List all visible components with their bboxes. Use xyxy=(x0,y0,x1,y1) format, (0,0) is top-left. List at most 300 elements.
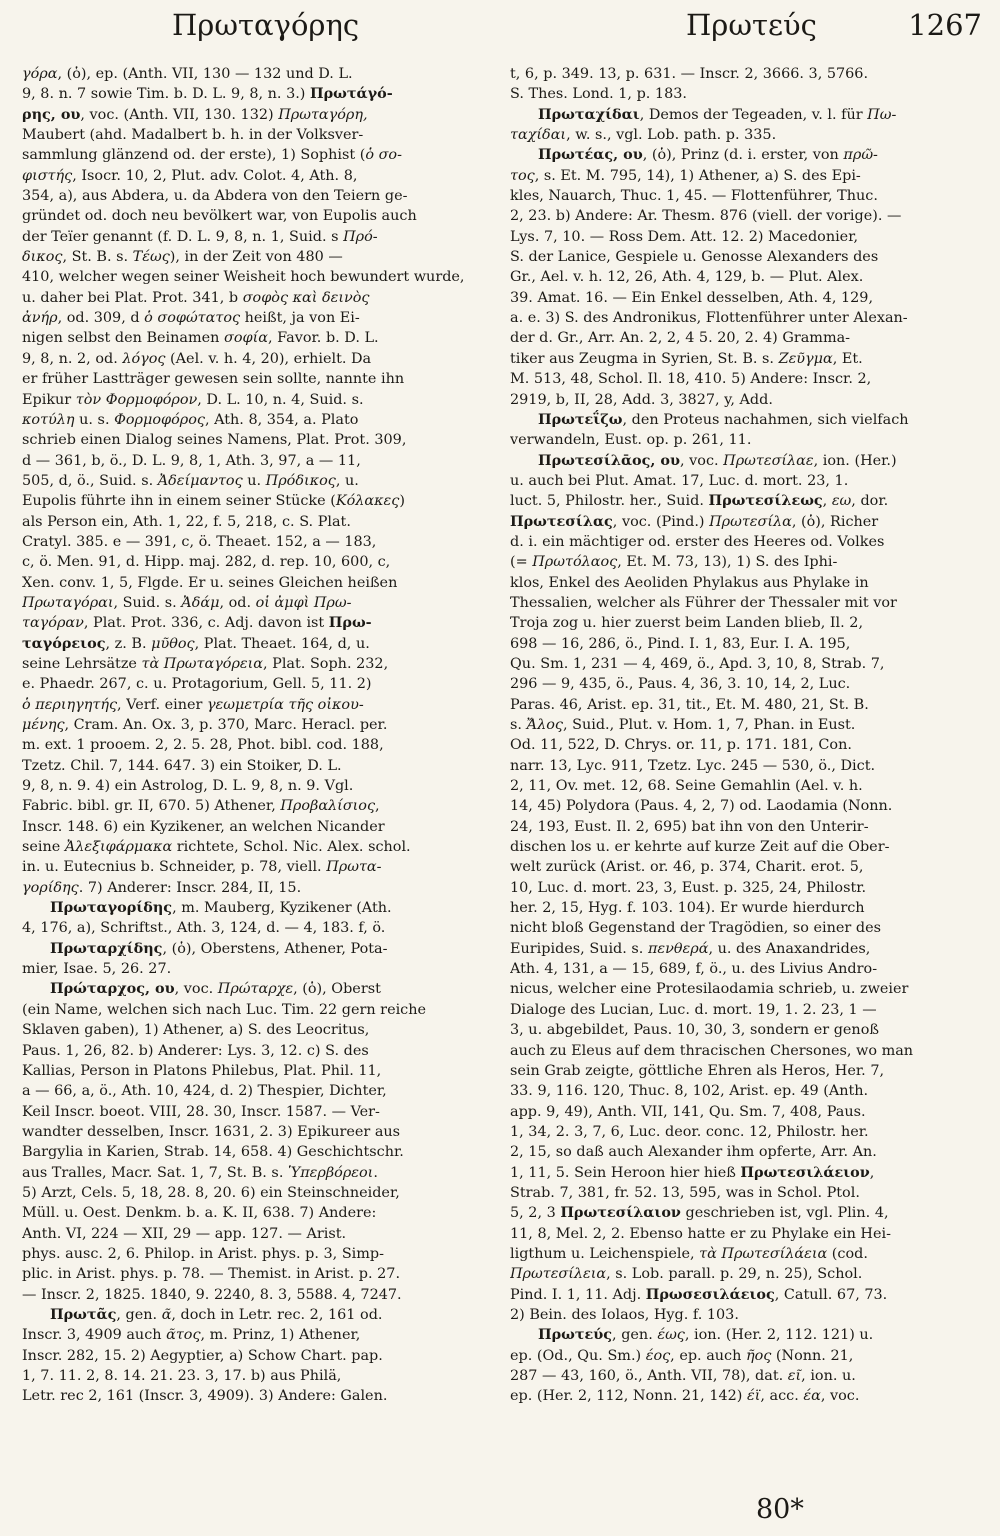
greek-form: Πρωτόλαος xyxy=(532,554,618,571)
entry-text: ep. (Od., Qu. Sm.) xyxy=(510,1347,646,1364)
entry-text: S. Thes. Lond. 1, p. 183. xyxy=(510,86,687,103)
entry-text: Thessalien, welcher als Führer der Thessaler mit vor xyxy=(510,594,897,611)
entry-text: , (ὁ), Oberst xyxy=(293,981,381,998)
entry-text: 1, 7. 11. 2, 8. 14. 21. 23. 3, 17. b) aus Philä, xyxy=(22,1368,342,1384)
right-column-line xyxy=(510,654,985,674)
entry-text: ligthum u. Leichenspiele, xyxy=(510,1245,700,1262)
greek-form: Ἀδάμ xyxy=(181,594,220,611)
entry-text: phys. ausc. 2, 6. Philop. in Arist. phys. p. 3, Simp- xyxy=(22,1245,385,1262)
left-column-line xyxy=(22,695,497,715)
left-column-line xyxy=(22,247,497,267)
left-column-line xyxy=(22,634,497,654)
entry-text: 33. 9, 116. 120, Thuc. 8, 102, Arist. ep. 49 (Anth. xyxy=(510,1083,869,1100)
entry-text: , z. B. xyxy=(105,635,152,652)
entry-text: Inscr. 282, 15. 2) Aegyptier, a) Schow Chart. pap. xyxy=(22,1347,383,1364)
right-column-line xyxy=(510,105,985,125)
entry-text: ), in der Zeit von 480 — xyxy=(169,249,343,266)
left-column-line xyxy=(22,1081,497,1101)
entry-text: , den Proteus nachahmen, sich vielfach xyxy=(622,411,909,428)
left-column-line xyxy=(22,552,497,572)
lemma-headword: Πρω- xyxy=(328,614,372,632)
entry-text: , Ath. 8, 354, a. Plato xyxy=(204,411,359,428)
entry-text: Strab. 7, 381, fr. 52. 13, 595, was in Schol. Ptol. xyxy=(510,1184,860,1201)
greek-form: Πρωτεσίλαε xyxy=(723,452,814,469)
entry-text: , Plat. Theaet. 164, d, u. xyxy=(194,635,370,652)
entry-text: dischen los u. er kehrte auf kurze Zeit auf die Ober- xyxy=(510,839,890,856)
right-column-line xyxy=(510,837,985,857)
greek-form: φιστής xyxy=(22,167,73,184)
entry-text: , gen. xyxy=(116,1306,162,1323)
right-column-line xyxy=(510,247,985,267)
left-column-line xyxy=(22,471,497,491)
entry-text: 5) Arzt, Cels. 5, 18, 28. 8, 20. 6) ein Steinschneider, xyxy=(22,1184,400,1201)
greek-form: σοφία xyxy=(224,330,268,347)
right-column-line xyxy=(510,532,985,552)
right-column-line xyxy=(510,1081,985,1101)
lemma-headword: Πρωτάγό- xyxy=(310,85,393,103)
entry-text: tiker aus Zeugma in Syrien, St. B. s. xyxy=(510,350,779,367)
lemma-headword: Πρωτέας, ου xyxy=(538,146,643,164)
left-column-line xyxy=(22,776,497,796)
lemma-headword: Πρωσεσιλάειος xyxy=(645,1285,775,1303)
entry-text: gründet od. doch neu bevölkert war, von Eupolis auch xyxy=(22,208,417,225)
left-column-line xyxy=(22,1305,497,1325)
entry-text: 296 — 9, 435, ö., Paus. 4, 36, 3. 10, 14, 2, Luc. xyxy=(510,676,851,693)
greek-form: ὁ σο- xyxy=(365,147,402,164)
right-column-line xyxy=(510,878,985,898)
entry-text: ) xyxy=(399,493,405,510)
entry-text: ep. (Her. 2, 112, Nonn. 21, 142) xyxy=(510,1388,747,1405)
right-column-line xyxy=(510,64,985,84)
entry-text: — Inscr. 2, 1825. 1840, 9. 2240, 8. 3, 5588. 4, 7247. xyxy=(22,1286,402,1303)
right-column-line xyxy=(510,918,985,938)
entry-text: Tzetz. Chil. 7, 144. 647. 3) ein Stoiker, D. L. xyxy=(22,757,342,774)
entry-text: , (ὁ), Prinz (d. i. erster, von xyxy=(642,147,844,164)
right-column-line xyxy=(510,125,985,145)
entry-text: 39. Amat. 16. — Ein Enkel desselben, Ath. 4, 129, xyxy=(510,289,874,306)
right-column-line xyxy=(510,186,985,206)
right-column-line xyxy=(510,857,985,877)
entry-text: . 7) Anderer: Inscr. 284, II, 15. xyxy=(78,879,302,896)
right-column-line xyxy=(510,1000,985,1020)
left-column-line xyxy=(22,1000,497,1020)
entry-text: Od. 11, 522, D. Chrys. or. 11, p. 171. 181, Con. xyxy=(510,737,852,754)
entry-text: 2, 15, so daß auch Alexander ihm opferte, Arr. An. xyxy=(510,1144,877,1161)
left-column-line xyxy=(22,227,497,247)
entry-text: Cratyl. 385. e — 391, c, ö. Theaet. 152, a — 183, xyxy=(22,533,377,550)
right-column-line xyxy=(510,939,985,959)
left-column-line xyxy=(22,1102,497,1122)
left-column-line xyxy=(22,532,497,552)
right-column-line xyxy=(510,390,985,410)
greek-form: γορίδης xyxy=(22,879,79,896)
entry-text: 505, d, ö., Suid. s. xyxy=(22,472,158,489)
entry-text: klos, Enkel des Aeoliden Phylakus aus Phylake in xyxy=(510,574,869,591)
entry-text: 10, Luc. d. mort. 23, 3, Eust. p. 325, 24, Philostr. xyxy=(510,879,867,896)
greek-form: πενθερά xyxy=(647,940,709,957)
entry-text: a. e. 3) S. des Andronikus, Flottenführer unter Alexan- xyxy=(510,310,908,327)
right-column-line xyxy=(510,410,985,430)
entry-text: Paras. 46, Arist. ep. 31, tit., Et. M. 480, 21, St. B. xyxy=(510,696,869,713)
entry-text: Ath. 4, 131, a — 15, 689, f, ö., u. des Livius Andro- xyxy=(510,961,878,978)
entry-text: 11, 8, Mel. 2, 2. Ebenso hatte er zu Phylake ein Hei- xyxy=(510,1225,891,1242)
right-column-line xyxy=(510,1285,985,1305)
entry-text: , voc. (Pind.) xyxy=(612,513,710,530)
left-column-line xyxy=(22,491,497,511)
entry-text: luct. 5, Philostr. her., Suid. xyxy=(510,493,709,510)
greek-form: πρῶ- xyxy=(843,147,878,164)
entry-text: 24, 193, Eust. Il. 2, 695) bat ihn von den Unterir- xyxy=(510,818,869,835)
entry-text: 1, 11, 5. Sein Heroon hier hieß xyxy=(510,1164,741,1181)
left-column-line xyxy=(22,979,497,999)
entry-text: , Et. M. 73, 13), 1) S. des Iphi- xyxy=(617,554,838,571)
entry-text: welt zurück (Arist. or. 46, p. 374, Charit. erot. 5, xyxy=(510,859,864,876)
right-column-line xyxy=(510,308,985,328)
greek-form: τὰ Πρωταγόρεια xyxy=(141,655,263,672)
left-column-line xyxy=(22,410,497,430)
right-column-line xyxy=(510,674,985,694)
entry-text: 9, 8. n. 7 sowie Tim. b. D. L. 9, 8, n. 3.) xyxy=(22,86,310,103)
left-column-line xyxy=(22,715,497,735)
entry-text: Maubert (ahd. Madalbert b. h. in der Volksver- xyxy=(22,127,364,144)
entry-text: u. s. xyxy=(74,411,115,428)
entry-text: Xen. conv. 1, 5, Flgde. Er u. seines Gleichen heißen xyxy=(22,574,398,591)
left-column-line xyxy=(22,145,497,165)
left-column-line xyxy=(22,1142,497,1162)
right-column-line xyxy=(510,613,985,633)
greek-form: ἀνήρ xyxy=(22,310,58,327)
left-column-line xyxy=(22,451,497,471)
left-column-line xyxy=(22,328,497,348)
entry-text: , Plat. Prot. 336, c. Adj. davon ist xyxy=(83,615,329,632)
entry-text: , s. Et. M. 795, 14), 1) Athener, a) S. des Epi- xyxy=(534,167,861,184)
entry-text: , od. xyxy=(219,594,256,611)
greek-form: τος xyxy=(510,167,535,184)
entry-text: , (ὁ), ep. (Anth. VII, 130 — 132 und D. L. xyxy=(57,66,353,82)
lemma-headword: Πρωτεσίλας xyxy=(510,512,613,530)
entry-text: plic. in Arist. phys. p. 78. — Themist. in Arist. p. 27. xyxy=(22,1266,401,1283)
right-column-line xyxy=(510,206,985,226)
greek-form: έϊ xyxy=(746,1388,761,1405)
left-column-line xyxy=(22,1285,497,1305)
left-column-line xyxy=(22,959,497,979)
entry-text: schrieb einen Dialog seines Namens, Plat. Prot. 309, xyxy=(22,432,407,449)
left-column-line xyxy=(22,857,497,877)
entry-text: , ion. u. xyxy=(801,1368,856,1384)
entry-text: , Favor. b. D. L. xyxy=(267,330,379,347)
entry-text: 698 — 16, 286, ö., Pind. I. 1, 83, Eur. I. A. 195, xyxy=(510,635,851,652)
entry-text: der Teïer genannt (f. D. L. 9, 8, n. 1, Suid. s xyxy=(22,228,344,245)
greek-form: έος xyxy=(645,1347,671,1364)
right-column-line xyxy=(510,1346,985,1366)
sheet-signature: 80* xyxy=(756,1494,804,1525)
lemma-headword: Πρωτεσίλεως xyxy=(708,492,823,510)
header-right-headword: Πρωτεύς xyxy=(686,8,817,42)
right-column-line xyxy=(510,491,985,511)
entry-text: , (ὁ), Richer xyxy=(791,513,879,530)
entry-text: , m. Mauberg, Kyzikener (Ath. xyxy=(172,900,392,917)
left-column-line xyxy=(22,390,497,410)
entry-text: 2) Bein. des Iolaos, Hyg. f. 103. xyxy=(510,1306,739,1323)
greek-form: Ἀδείμαντος xyxy=(157,472,243,489)
entry-text: 5, 2, 3 xyxy=(510,1205,561,1222)
entry-text: 2919, b, II, 28, Add. 3, 3827, y, Add. xyxy=(510,391,773,408)
greek-form: Ζεῦγμα xyxy=(778,350,833,367)
left-column-line xyxy=(22,105,497,125)
entry-text: , D. L. 10, n. 4, Suid. s. xyxy=(197,391,364,408)
entry-text: Letr. rec 2, 161 (Inscr. 3, 4909). 3) Andere: Galen. xyxy=(22,1388,388,1405)
right-column-line xyxy=(510,1203,985,1223)
entry-text: geschrieben ist, vgl. Plin. 4, xyxy=(680,1205,889,1222)
right-column-line xyxy=(510,552,985,572)
right-column-line xyxy=(510,1020,985,1040)
entry-text: , Isocr. 10, 2, Plut. adv. Colot. 4, Ath. 8, xyxy=(72,167,358,184)
greek-form: μῦθος xyxy=(151,635,195,652)
left-column-line xyxy=(22,186,497,206)
entry-text: heißt, ja von Ei- xyxy=(240,310,360,327)
lemma-headword: Πρώταρχος, ου xyxy=(50,980,175,998)
entry-text: 9, 8, n. 2, od. xyxy=(22,350,123,367)
right-column-line xyxy=(510,349,985,369)
entry-text: m. ext. 1 prooem. 2, 2. 5. 28, Phot. bibl. cod. 188, xyxy=(22,737,384,754)
entry-text: , Et. xyxy=(832,350,863,367)
greek-form: Πρό- xyxy=(343,228,378,245)
entry-text: 3, u. abgebildet, Paus. 10, 30, 3, sondern er genoß xyxy=(510,1022,879,1039)
left-column-line xyxy=(22,837,497,857)
greek-form: ταχίδαι xyxy=(510,127,567,144)
right-column-line xyxy=(510,593,985,613)
entry-text: , Demos der Tegeaden, v. l. für xyxy=(639,106,868,123)
greek-form: λόγος xyxy=(122,350,166,367)
left-column-line xyxy=(22,430,497,450)
left-column-line xyxy=(22,756,497,776)
entry-text: auch zu Eleus auf dem thracischen Chersones, wo man xyxy=(510,1042,914,1059)
right-column-line xyxy=(510,1305,985,1325)
entry-text: 9, 8, n. 9. 4) ein Astrolog, D. L. 9, 8, n. 9. Vgl. xyxy=(22,778,354,795)
greek-form: Τέως xyxy=(132,249,170,266)
left-column-line xyxy=(22,288,497,308)
greek-form: σοφὸς καὶ δεινὸς xyxy=(242,289,370,306)
entry-text: 2, 23. b) Andere: Ar. Thesm. 876 (viell. der vorige). — xyxy=(510,208,902,225)
left-column-line xyxy=(22,1346,497,1366)
entry-text: c, ö. Men. 91, d. Hipp. maj. 282, d. rep. 10, 600, c, xyxy=(22,554,391,571)
entry-text: Epikur xyxy=(22,391,76,408)
entry-text: u. xyxy=(242,472,266,489)
entry-text: verwandeln, Eust. op. p. 261, 11. xyxy=(510,432,752,449)
greek-form: Πω- xyxy=(867,106,897,123)
entry-text: , voc. xyxy=(174,981,218,998)
left-column-line xyxy=(22,1264,497,1284)
greek-form: τὰ Πρωτεσίλάεια xyxy=(699,1245,828,1262)
greek-form: ὁ περιηγητής xyxy=(22,696,118,713)
left-column-line xyxy=(22,1183,497,1203)
left-column-line xyxy=(22,918,497,938)
left-column-line xyxy=(22,206,497,226)
entry-text: , dor. xyxy=(851,493,889,510)
entry-text: 354, a), aus Abdera, u. da Abdera von den Teiern ge- xyxy=(22,188,408,205)
entry-text: Fabric. bibl. gr. II, 670. 5) Athener, xyxy=(22,798,281,815)
lemma-headword: Πρωτεσιλάειον xyxy=(740,1163,870,1181)
greek-form: εῖ xyxy=(787,1368,802,1384)
right-column-line xyxy=(510,817,985,837)
left-column-line xyxy=(22,512,497,532)
greek-form: έως xyxy=(657,1327,685,1344)
entry-text: kles, Nauarch, Thuc. 1, 45. — Flottenführer, Thuc. xyxy=(510,188,878,205)
lemma-headword: ρης, ου xyxy=(22,105,81,123)
entry-text: , w. s., vgl. Lob. path. p. 335. xyxy=(566,127,777,144)
greek-form: ῆος xyxy=(745,1347,772,1364)
entry-text: (ein Name, welchen sich nach Luc. Tim. 22 gern reiche xyxy=(22,1001,427,1018)
entry-text: Sklaven gaben), 1) Athener, a) S. des Leocritus, xyxy=(22,1022,370,1039)
entry-text: Paus. 1, 26, 82. b) Anderer: Lys. 3, 12. c) S. des xyxy=(22,1042,369,1059)
entry-text: Lys. 7, 10. — Ross Dem. Att. 12. 2) Macedonier, xyxy=(510,228,859,245)
right-column-line xyxy=(510,1366,985,1386)
right-column-line xyxy=(510,756,985,776)
left-column-line xyxy=(22,735,497,755)
entry-text: Keil Inscr. boeot. VIII, 28. 30, Inscr. 1587. — Ver- xyxy=(22,1103,380,1120)
greek-form: Πρωτεσίλεια xyxy=(510,1266,607,1283)
right-column-line xyxy=(510,695,985,715)
entry-text: , od. 309, d xyxy=(57,310,145,327)
entry-text: 410, welcher wegen seiner Weisheit hoch bewundert wurde, xyxy=(22,269,465,286)
entry-text: Qu. Sm. 1, 231 — 4, 469, ö., Apd. 3, 10, 8, Strab. 7, xyxy=(510,655,885,672)
entry-text: , xyxy=(375,798,380,815)
entry-text: seine xyxy=(22,839,65,856)
left-column-line xyxy=(22,1366,497,1386)
greek-form: Προβαλίσιος xyxy=(280,798,376,815)
greek-form: οἱ ἀμφὶ Πρω- xyxy=(255,594,352,611)
entry-text: in. u. Eutecnius b. Schneider, p. 78, viell. xyxy=(22,859,327,876)
greek-form: μένης xyxy=(22,717,65,733)
entry-text: s. xyxy=(510,717,527,733)
entry-text: Eupolis führte ihn in einem seiner Stücke ( xyxy=(22,493,336,510)
lemma-headword: Πρωτεσίλαιον xyxy=(560,1204,681,1222)
entry-text: Inscr. 148. 6) ein Kyzikener, an welchen Nicander xyxy=(22,818,385,835)
entry-text: , m. Prinz, 1) Athener, xyxy=(200,1327,361,1344)
entry-text: sein Grab zeigte, göttliche Ehren als Heros, Her. 7, xyxy=(510,1062,885,1079)
entry-text: Inscr. 3, 4909 auch xyxy=(22,1327,167,1344)
greek-form: έα xyxy=(803,1388,821,1405)
entry-text: d. i. ein mächtiger od. erster des Heeres od. Volkes xyxy=(510,533,885,550)
entry-text: t, 6, p. 349. 13, p. 631. — Inscr. 2, 3666. 3, 5766. xyxy=(510,66,869,82)
entry-text: , Cram. An. Ox. 3, p. 370, Marc. Heracl. per. xyxy=(64,717,388,733)
right-column-line xyxy=(510,1325,985,1345)
greek-form: Ὑπερβόρεοι xyxy=(287,1164,374,1181)
left-column-line xyxy=(22,1244,497,1264)
entry-text: , ion. (Her. 2, 112. 121) u. xyxy=(684,1327,874,1344)
entry-text: sammlung glänzend od. der erste), 1) Sophist ( xyxy=(22,147,366,164)
right-column-line xyxy=(510,715,985,735)
running-header xyxy=(0,8,1000,54)
entry-text: Anth. VI, 224 — XII, 29 — app. 127. — Arist. xyxy=(22,1225,347,1242)
greek-form: ᾶτος xyxy=(166,1327,201,1344)
left-column-line xyxy=(22,898,497,918)
left-column-line xyxy=(22,1020,497,1040)
lemma-headword: Πρωταρχίδης xyxy=(50,939,163,957)
entry-text: Troja zog u. hier zuerst beim Landen blieb, Il. 2, xyxy=(510,615,864,632)
entry-text: , s. Lob. parall. p. 29, n. 25), Schol. xyxy=(606,1266,863,1283)
entry-text: , Suid., Plut. v. Hom. 1, 7, Phan. in Eust. xyxy=(562,717,856,733)
entry-text: er früher Lastträger gewesen sein sollte, nannte ihn xyxy=(22,371,405,388)
entry-text: Müll. u. Oest. Denkm. b. a. K. II, 638. 7) Andere: xyxy=(22,1205,377,1222)
left-column-line xyxy=(22,1386,497,1406)
greek-form: κοτύλη xyxy=(22,411,75,428)
entry-text: 1, 34, 2. 3, 7, 6, Luc. deor. conc. 12, Philostr. her. xyxy=(510,1123,869,1140)
entry-text: 4, 176, a), Schriftst., Ath. 3, 124, d. — 4, 183. f, ö. xyxy=(22,920,386,937)
right-column-line xyxy=(510,430,985,450)
left-column-line xyxy=(22,1325,497,1345)
entry-text: 14, 45) Polydora (Paus. 4, 2, 7) od. Laodamia (Nonn. xyxy=(510,798,893,815)
entry-text: , u. des Anaxandrides, xyxy=(708,940,871,957)
lemma-headword: Πρωτεΐζω xyxy=(538,410,623,428)
entry-text: mier, Isae. 5, 26. 27. xyxy=(22,961,172,978)
right-column-line xyxy=(510,512,985,532)
entry-text: u. daher bei Plat. Prot. 341, b xyxy=(22,289,243,306)
left-column-line xyxy=(22,613,497,633)
right-column-line xyxy=(510,1122,985,1142)
entry-text: , ion. (Her.) xyxy=(813,452,897,469)
lemma-headword: Πρωτεσίλᾱος, ου xyxy=(538,451,680,469)
greek-form: ταγόραν xyxy=(22,615,84,632)
right-column-line xyxy=(510,1041,985,1061)
right-column-line xyxy=(510,979,985,999)
entry-text: 287 — 43, 160, ö., Anth. VII, 78), dat. xyxy=(510,1368,788,1384)
right-column-line xyxy=(510,959,985,979)
left-column-line xyxy=(22,878,497,898)
entry-text: richtete, Schol. Nic. Alex. schol. xyxy=(172,839,411,856)
greek-form: ὁ σοφώτατος xyxy=(144,310,241,327)
entry-text: Gr., Ael. v. h. 12, 26, Ath. 4, 129, b. — Plut. Alex. xyxy=(510,269,864,286)
entry-text: nicht bloß Gegenstand der Tragödien, so einer des xyxy=(510,920,881,937)
left-column-line xyxy=(22,1041,497,1061)
right-column-line xyxy=(510,735,985,755)
entry-text: . xyxy=(373,1164,378,1181)
entry-text: M. 513, 48, Schol. Il. 18, 410. 5) Andere: Inscr. 2, xyxy=(510,371,872,388)
right-column-line xyxy=(510,1061,985,1081)
right-column-line xyxy=(510,288,985,308)
left-column-line xyxy=(22,654,497,674)
right-column-line xyxy=(510,84,985,104)
left-column-line xyxy=(22,939,497,959)
entry-text: (cod. xyxy=(827,1245,868,1262)
right-column-line xyxy=(510,471,985,491)
right-column-line xyxy=(510,227,985,247)
right-column-line xyxy=(510,166,985,186)
left-column-line xyxy=(22,125,497,145)
entry-text: wandter desselben, Inscr. 1631, 2. 3) Epikureer aus xyxy=(22,1123,401,1140)
left-column-line xyxy=(22,593,497,613)
right-column-line xyxy=(510,1142,985,1162)
right-column-line xyxy=(510,369,985,389)
greek-form: γόρα xyxy=(22,66,58,82)
right-column-line xyxy=(510,1386,985,1406)
right-column-line xyxy=(510,1244,985,1264)
entry-text: , ep. auch xyxy=(670,1347,746,1364)
entry-text: , xyxy=(869,1164,875,1181)
entry-text: , gen. xyxy=(612,1327,658,1344)
right-column-line xyxy=(510,634,985,654)
header-left-headword: Πρωταγόρης xyxy=(172,8,360,42)
entry-text: nicus, welcher eine Protesilaodamia schrieb, u. zweier xyxy=(510,981,909,998)
left-column-line xyxy=(22,267,497,287)
page-number: 1267 xyxy=(908,8,982,42)
right-column-line xyxy=(510,328,985,348)
left-column xyxy=(22,64,497,1407)
greek-form: Πρωτεσίλα xyxy=(709,513,792,530)
entry-text: app. 9, 49), Anth. VII, 141, Qu. Sm. 7, 408, Paus. xyxy=(510,1103,866,1120)
entry-text: , (ὁ), Oberstens, Athener, Pota- xyxy=(162,940,388,957)
right-column-line xyxy=(510,898,985,918)
